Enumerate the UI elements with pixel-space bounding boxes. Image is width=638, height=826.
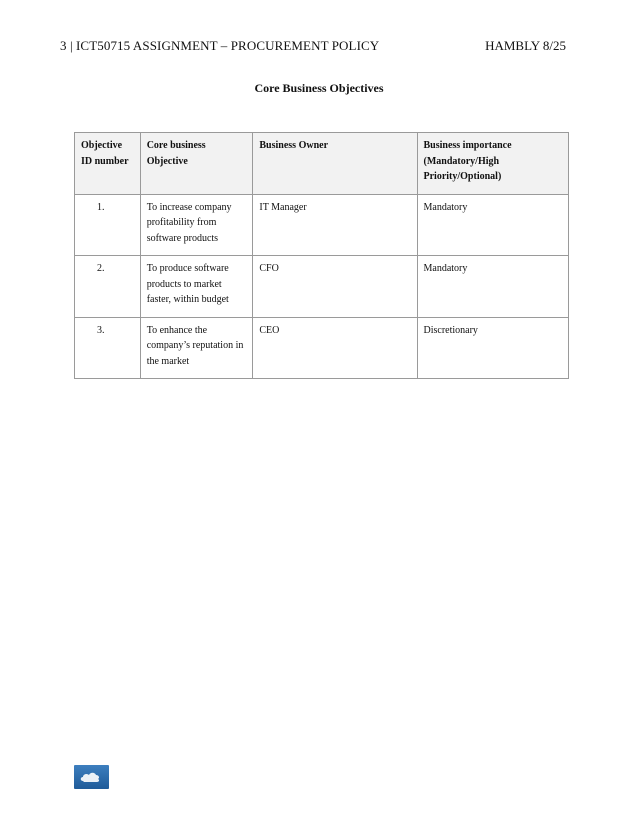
table-header-row (75, 133, 569, 195)
table-row (75, 317, 569, 379)
cell-core-objective: To produce software products to market faster, within budget (140, 256, 253, 318)
cell-core-objective: To enhance the company’s reputation in the market (140, 317, 253, 379)
cell-business-owner: CEO (253, 317, 417, 379)
header-left-text: 3 | ICT50715 ASSIGNMENT – PROCUREMENT POLICY (60, 38, 380, 53)
page-header (60, 38, 566, 54)
cloud-logo-icon (74, 765, 109, 789)
header-business-importance: Business importance (Mandatory/High Priority/Optional) (417, 133, 569, 195)
table-row (75, 194, 569, 256)
cell-business-importance: Mandatory (417, 194, 569, 256)
header-objective-id: Objective ID number (75, 133, 141, 195)
cell-business-owner: IT Manager (253, 194, 417, 256)
section-title: Core Business Objectives (254, 81, 384, 95)
table-row (75, 256, 569, 318)
cell-objective-id: 2. (75, 256, 141, 318)
cell-objective-id: 3. (75, 317, 141, 379)
cell-business-owner: CFO (253, 256, 417, 318)
cell-business-importance: Discretionary (417, 317, 569, 379)
header-business-owner: Business Owner (253, 133, 417, 195)
header-core-objective: Core business Objective (140, 133, 253, 195)
cell-core-objective: To increase company profitability from software products (140, 194, 253, 256)
objectives-table (74, 132, 569, 379)
header-right-text: HAMBLY 8/25 (485, 38, 566, 53)
cell-business-importance: Mandatory (417, 256, 569, 318)
cell-objective-id: 1. (75, 194, 141, 256)
